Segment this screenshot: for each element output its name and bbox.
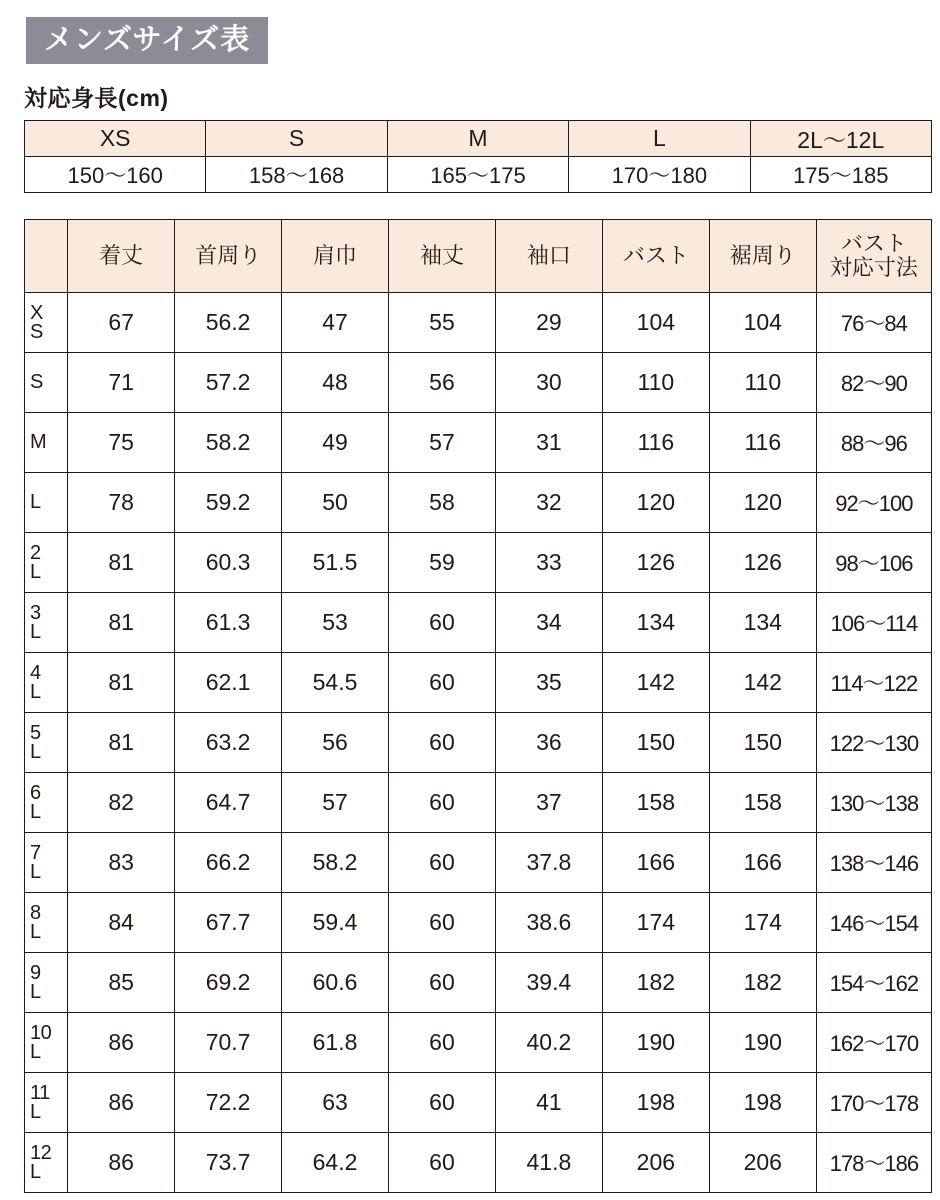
row-size-label — [25, 953, 68, 1013]
height-range-cell: 150〜160 — [25, 157, 206, 193]
column-header-kubimawari: 首周り — [175, 220, 282, 293]
column-header-line1: バスト — [840, 231, 907, 257]
cell-measurement: 71 — [68, 353, 175, 413]
cell-measurement: 75 — [68, 413, 175, 473]
cell-measurement: 57 — [389, 413, 496, 473]
row-size-label-line: 5 — [30, 721, 41, 744]
row-size-label-line: L — [30, 1100, 41, 1123]
table-row — [25, 1073, 932, 1133]
cell-measurement: 41 — [495, 1073, 602, 1133]
cell-bust-fit-size: 146〜154 — [816, 893, 931, 953]
cell-measurement: 116 — [709, 413, 816, 473]
cell-bust-fit-size: 154〜162 — [816, 953, 931, 1013]
cell-measurement: 33 — [495, 533, 602, 593]
row-size-label-line: L — [30, 1040, 41, 1063]
table-row — [25, 653, 932, 713]
cell-measurement: 110 — [602, 353, 709, 413]
cell-measurement: 198 — [709, 1073, 816, 1133]
cell-measurement: 60 — [389, 773, 496, 833]
row-size-label-line: 6 — [30, 781, 41, 804]
row-size-label-line: L — [30, 560, 41, 583]
cell-measurement: 67 — [68, 293, 175, 353]
cell-measurement: 150 — [602, 713, 709, 773]
column-header-katahaba: 肩巾 — [282, 220, 389, 293]
table-row — [25, 953, 932, 1013]
cell-measurement: 64.2 — [282, 1133, 389, 1193]
cell-measurement: 61.3 — [175, 593, 282, 653]
row-size-label-line: S — [30, 371, 43, 394]
cell-measurement: 35 — [495, 653, 602, 713]
height-table-body — [25, 121, 932, 193]
cell-measurement: 58.2 — [175, 413, 282, 473]
cell-measurement: 60 — [389, 833, 496, 893]
column-header-sodetake: 袖丈 — [389, 220, 496, 293]
row-size-label — [25, 353, 68, 413]
column-header-sodeguchi: 袖口 — [495, 220, 602, 293]
row-size-label — [25, 473, 68, 533]
cell-measurement: 166 — [709, 833, 816, 893]
row-size-label-line: L — [30, 1160, 41, 1183]
cell-bust-fit-size: 178〜186 — [816, 1133, 931, 1193]
cell-measurement: 64.7 — [175, 773, 282, 833]
height-size-cell: M — [387, 121, 568, 157]
page-title: メンズサイズ表 — [26, 17, 268, 64]
column-header-line2: 対応寸法 — [829, 255, 918, 281]
height-table-header-row — [25, 121, 932, 157]
cell-measurement: 29 — [495, 293, 602, 353]
cell-measurement: 82 — [68, 773, 175, 833]
table-row — [25, 413, 932, 473]
cell-measurement: 134 — [709, 593, 816, 653]
height-section-label: 対応身長(cm) — [24, 85, 169, 112]
cell-measurement: 61.8 — [282, 1013, 389, 1073]
height-table-value-row — [25, 157, 932, 193]
cell-measurement: 57.2 — [175, 353, 282, 413]
row-size-label — [25, 893, 68, 953]
cell-measurement: 126 — [602, 533, 709, 593]
row-size-label — [25, 1013, 68, 1073]
cell-measurement: 73.7 — [175, 1133, 282, 1193]
row-size-label — [25, 713, 68, 773]
row-size-label-line: 12 — [30, 1141, 52, 1164]
cell-measurement: 142 — [602, 653, 709, 713]
row-size-label — [25, 1133, 68, 1193]
cell-bust-fit-size: 162〜170 — [816, 1013, 931, 1073]
cell-measurement: 190 — [602, 1013, 709, 1073]
cell-measurement: 190 — [709, 1013, 816, 1073]
table-row — [25, 1013, 932, 1073]
cell-bust-fit-size: 82〜90 — [816, 353, 931, 413]
cell-measurement: 56.2 — [175, 293, 282, 353]
row-size-label-line: S — [30, 320, 43, 343]
row-size-label-line: L — [30, 740, 41, 763]
row-size-label-line: L — [30, 800, 41, 823]
cell-measurement: 37.8 — [495, 833, 602, 893]
cell-measurement: 81 — [68, 533, 175, 593]
height-range-cell: 170〜180 — [569, 157, 750, 193]
row-size-label-line: L — [30, 491, 41, 514]
cell-measurement: 55 — [389, 293, 496, 353]
height-range-cell: 158〜168 — [206, 157, 387, 193]
table-row — [25, 293, 932, 353]
cell-bust-fit-size: 138〜146 — [816, 833, 931, 893]
height-table — [24, 120, 932, 193]
column-header-bust: バスト — [602, 220, 709, 293]
cell-bust-fit-size: 122〜130 — [816, 713, 931, 773]
cell-bust-fit-size: 170〜178 — [816, 1073, 931, 1133]
row-size-label — [25, 773, 68, 833]
cell-measurement: 206 — [709, 1133, 816, 1193]
cell-measurement: 134 — [602, 593, 709, 653]
cell-measurement: 174 — [602, 893, 709, 953]
table-row — [25, 533, 932, 593]
height-size-cell: 2L〜12L — [750, 121, 931, 157]
cell-measurement: 39.4 — [495, 953, 602, 1013]
cell-measurement: 60 — [389, 893, 496, 953]
measurement-table-wrap — [24, 219, 932, 1193]
cell-bust-fit-size: 76〜84 — [816, 293, 931, 353]
cell-bust-fit-size: 106〜114 — [816, 593, 931, 653]
cell-bust-fit-size: 130〜138 — [816, 773, 931, 833]
cell-measurement: 56 — [282, 713, 389, 773]
cell-measurement: 40.2 — [495, 1013, 602, 1073]
cell-measurement: 48 — [282, 353, 389, 413]
row-size-label-line: X — [30, 301, 43, 324]
cell-measurement: 60 — [389, 653, 496, 713]
table-row — [25, 713, 932, 773]
cell-measurement: 57 — [282, 773, 389, 833]
cell-measurement: 60.6 — [282, 953, 389, 1013]
cell-measurement: 59 — [389, 533, 496, 593]
cell-measurement: 81 — [68, 713, 175, 773]
cell-measurement: 104 — [709, 293, 816, 353]
measurement-table-head — [25, 220, 932, 293]
cell-measurement: 34 — [495, 593, 602, 653]
row-size-label — [25, 833, 68, 893]
column-header-kitake: 着丈 — [68, 220, 175, 293]
row-size-label — [25, 533, 68, 593]
cell-measurement: 206 — [602, 1133, 709, 1193]
cell-measurement: 31 — [495, 413, 602, 473]
row-size-label-line: 10 — [30, 1021, 52, 1044]
cell-measurement: 126 — [709, 533, 816, 593]
cell-measurement: 69.2 — [175, 953, 282, 1013]
cell-measurement: 60 — [389, 713, 496, 773]
row-size-label-line: L — [30, 620, 41, 643]
row-size-label-line: 7 — [30, 841, 41, 864]
cell-measurement: 56 — [389, 353, 496, 413]
cell-measurement: 41.8 — [495, 1133, 602, 1193]
cell-measurement: 116 — [602, 413, 709, 473]
cell-measurement: 150 — [709, 713, 816, 773]
row-size-label — [25, 653, 68, 713]
cell-measurement: 182 — [709, 953, 816, 1013]
measurement-table-body — [25, 293, 932, 1193]
cell-measurement: 49 — [282, 413, 389, 473]
cell-measurement: 86 — [68, 1073, 175, 1133]
row-size-label-line: L — [30, 680, 41, 703]
cell-measurement: 59.2 — [175, 473, 282, 533]
cell-bust-fit-size: 114〜122 — [816, 653, 931, 713]
row-size-label-line: 8 — [30, 901, 41, 924]
cell-measurement: 54.5 — [282, 653, 389, 713]
measurement-table — [24, 219, 932, 1193]
cell-measurement: 59.4 — [282, 893, 389, 953]
cell-measurement: 120 — [602, 473, 709, 533]
cell-measurement: 32 — [495, 473, 602, 533]
row-size-label — [25, 293, 68, 353]
cell-measurement: 81 — [68, 653, 175, 713]
cell-measurement: 51.5 — [282, 533, 389, 593]
cell-measurement: 86 — [68, 1013, 175, 1073]
cell-measurement: 36 — [495, 713, 602, 773]
table-row — [25, 773, 932, 833]
cell-measurement: 67.7 — [175, 893, 282, 953]
table-row — [25, 893, 932, 953]
cell-measurement: 120 — [709, 473, 816, 533]
row-size-label-line: L — [30, 860, 41, 883]
cell-measurement: 60.3 — [175, 533, 282, 593]
cell-measurement: 142 — [709, 653, 816, 713]
cell-measurement: 53 — [282, 593, 389, 653]
height-size-cell: L — [569, 121, 750, 157]
height-range-cell: 165〜175 — [387, 157, 568, 193]
measurement-header-row — [25, 220, 932, 293]
row-size-label-line: 3 — [30, 601, 41, 624]
cell-measurement: 60 — [389, 593, 496, 653]
cell-measurement: 198 — [602, 1073, 709, 1133]
cell-measurement: 158 — [709, 773, 816, 833]
column-header-susomawari: 裾周り — [709, 220, 816, 293]
cell-measurement: 78 — [68, 473, 175, 533]
cell-measurement: 84 — [68, 893, 175, 953]
cell-measurement: 174 — [709, 893, 816, 953]
column-header-bust-fit-size — [816, 220, 931, 293]
row-size-label — [25, 593, 68, 653]
cell-measurement: 182 — [602, 953, 709, 1013]
row-size-label-line: 11 — [30, 1081, 50, 1104]
cell-bust-fit-size: 92〜100 — [816, 473, 931, 533]
table-row — [25, 473, 932, 533]
row-size-label — [25, 413, 68, 473]
row-size-label-line: 4 — [30, 661, 41, 684]
cell-measurement: 38.6 — [495, 893, 602, 953]
table-row — [25, 833, 932, 893]
row-size-label-line: L — [30, 920, 41, 943]
cell-measurement: 83 — [68, 833, 175, 893]
cell-measurement: 58.2 — [282, 833, 389, 893]
cell-measurement: 72.2 — [175, 1073, 282, 1133]
corner-cell — [25, 220, 68, 293]
row-size-label-line: L — [30, 980, 41, 1003]
cell-bust-fit-size: 98〜106 — [816, 533, 931, 593]
cell-measurement: 60 — [389, 953, 496, 1013]
row-size-label-line: 9 — [30, 961, 41, 984]
cell-measurement: 166 — [602, 833, 709, 893]
cell-measurement: 37 — [495, 773, 602, 833]
cell-measurement: 60 — [389, 1013, 496, 1073]
cell-measurement: 70.7 — [175, 1013, 282, 1073]
cell-measurement: 63 — [282, 1073, 389, 1133]
cell-measurement: 60 — [389, 1073, 496, 1133]
cell-measurement: 30 — [495, 353, 602, 413]
cell-measurement: 86 — [68, 1133, 175, 1193]
cell-measurement: 104 — [602, 293, 709, 353]
table-row — [25, 353, 932, 413]
table-row — [25, 593, 932, 653]
cell-measurement: 66.2 — [175, 833, 282, 893]
cell-measurement: 110 — [709, 353, 816, 413]
row-size-label-line: M — [30, 431, 47, 454]
row-size-label-line: 2 — [30, 541, 41, 564]
height-range-cell: 175〜185 — [750, 157, 931, 193]
cell-measurement: 50 — [282, 473, 389, 533]
table-row — [25, 1133, 932, 1193]
cell-bust-fit-size: 88〜96 — [816, 413, 931, 473]
cell-measurement: 81 — [68, 593, 175, 653]
cell-measurement: 63.2 — [175, 713, 282, 773]
cell-measurement: 85 — [68, 953, 175, 1013]
height-size-cell: S — [206, 121, 387, 157]
row-size-label — [25, 1073, 68, 1133]
cell-measurement: 47 — [282, 293, 389, 353]
height-size-cell: XS — [25, 121, 206, 157]
cell-measurement: 60 — [389, 1133, 496, 1193]
cell-measurement: 62.1 — [175, 653, 282, 713]
cell-measurement: 58 — [389, 473, 496, 533]
cell-measurement: 158 — [602, 773, 709, 833]
